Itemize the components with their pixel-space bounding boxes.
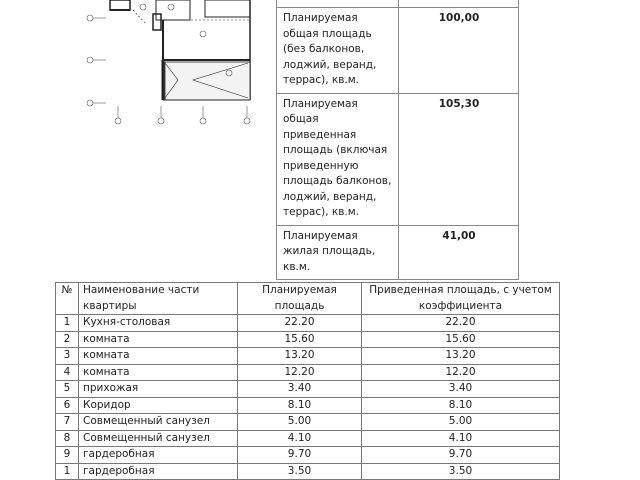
summary-label: Планируемая жилая площадь, кв.м.	[277, 225, 399, 280]
table-row	[56, 331, 560, 348]
col-header-number: №	[56, 283, 79, 315]
room-number: 1	[56, 463, 79, 480]
room-number: 1	[56, 315, 79, 332]
summary-row	[277, 93, 519, 225]
summary-row	[277, 0, 519, 8]
room-number: 6	[56, 397, 79, 414]
reduced-area: 9.70	[362, 447, 560, 464]
summary-value	[399, 0, 519, 8]
planned-area: 9.70	[238, 447, 362, 464]
reduced-area: 4.10	[362, 430, 560, 447]
table-row	[56, 447, 560, 464]
reduced-area: 13.20	[362, 348, 560, 365]
room-name: Кухня-столовая	[79, 315, 238, 332]
planned-area: 12.20	[238, 364, 362, 381]
table-row	[56, 397, 560, 414]
summary-label	[277, 0, 399, 8]
summary-value: 105,30	[399, 93, 519, 225]
planned-area: 15.60	[238, 331, 362, 348]
room-number: 3	[56, 348, 79, 365]
summary-value: 100,00	[399, 8, 519, 94]
apartment-summary-table	[276, 0, 519, 280]
reduced-area: 12.20	[362, 364, 560, 381]
reduced-area: 3.50	[362, 463, 560, 480]
planned-area: 3.40	[238, 381, 362, 398]
room-name: прихожая	[79, 381, 238, 398]
room-number: 5	[56, 381, 79, 398]
planned-area: 8.10	[238, 397, 362, 414]
rooms-table	[55, 282, 560, 480]
room-number: 4	[56, 364, 79, 381]
room-name: гардеробная	[79, 463, 238, 480]
col-header-name: Наименование части квартиры	[79, 283, 238, 315]
reduced-area: 5.00	[362, 414, 560, 431]
col-header-reduced-area: Приведенная площадь, с учетом коэффициента	[362, 283, 560, 315]
room-name: Коридор	[79, 397, 238, 414]
planned-area: 4.10	[238, 430, 362, 447]
table-row	[56, 430, 560, 447]
room-name: Совмещенный санузел	[79, 414, 238, 431]
summary-label: Планируемая общая площадь (без балконов, лоджий, веранд, террас), кв.м.	[277, 8, 399, 94]
reduced-area: 22.20	[362, 315, 560, 332]
table-row	[56, 348, 560, 365]
room-name: Совмещенный санузел	[79, 430, 238, 447]
room-name: комната	[79, 348, 238, 365]
table-row	[56, 414, 560, 431]
room-number: 8	[56, 430, 79, 447]
room-name: комната	[79, 331, 238, 348]
room-number: 7	[56, 414, 79, 431]
reduced-area: 15.60	[362, 331, 560, 348]
col-header-planned-area: Планируемая площадь	[238, 283, 362, 315]
summary-value: 41,00	[399, 225, 519, 280]
floor-plan	[0, 0, 280, 140]
room-name: гардеробная	[79, 447, 238, 464]
room-name: комната	[79, 364, 238, 381]
table-row	[56, 364, 560, 381]
summary-label: Планируемая общая приведенная площадь (включая приведенную площадь балконов, лоджий, веранд, террас), кв.м.	[277, 93, 399, 225]
room-number: 9	[56, 447, 79, 464]
reduced-area: 8.10	[362, 397, 560, 414]
table-row	[56, 381, 560, 398]
room-number: 2	[56, 331, 79, 348]
reduced-area: 3.40	[362, 381, 560, 398]
summary-row	[277, 8, 519, 94]
planned-area: 13.20	[238, 348, 362, 365]
planned-area: 22.20	[238, 315, 362, 332]
planned-area: 5.00	[238, 414, 362, 431]
table-row	[56, 315, 560, 332]
planned-area: 3.50	[238, 463, 362, 480]
table-header-row	[56, 283, 560, 315]
table-row	[56, 463, 560, 480]
summary-row	[277, 225, 519, 280]
